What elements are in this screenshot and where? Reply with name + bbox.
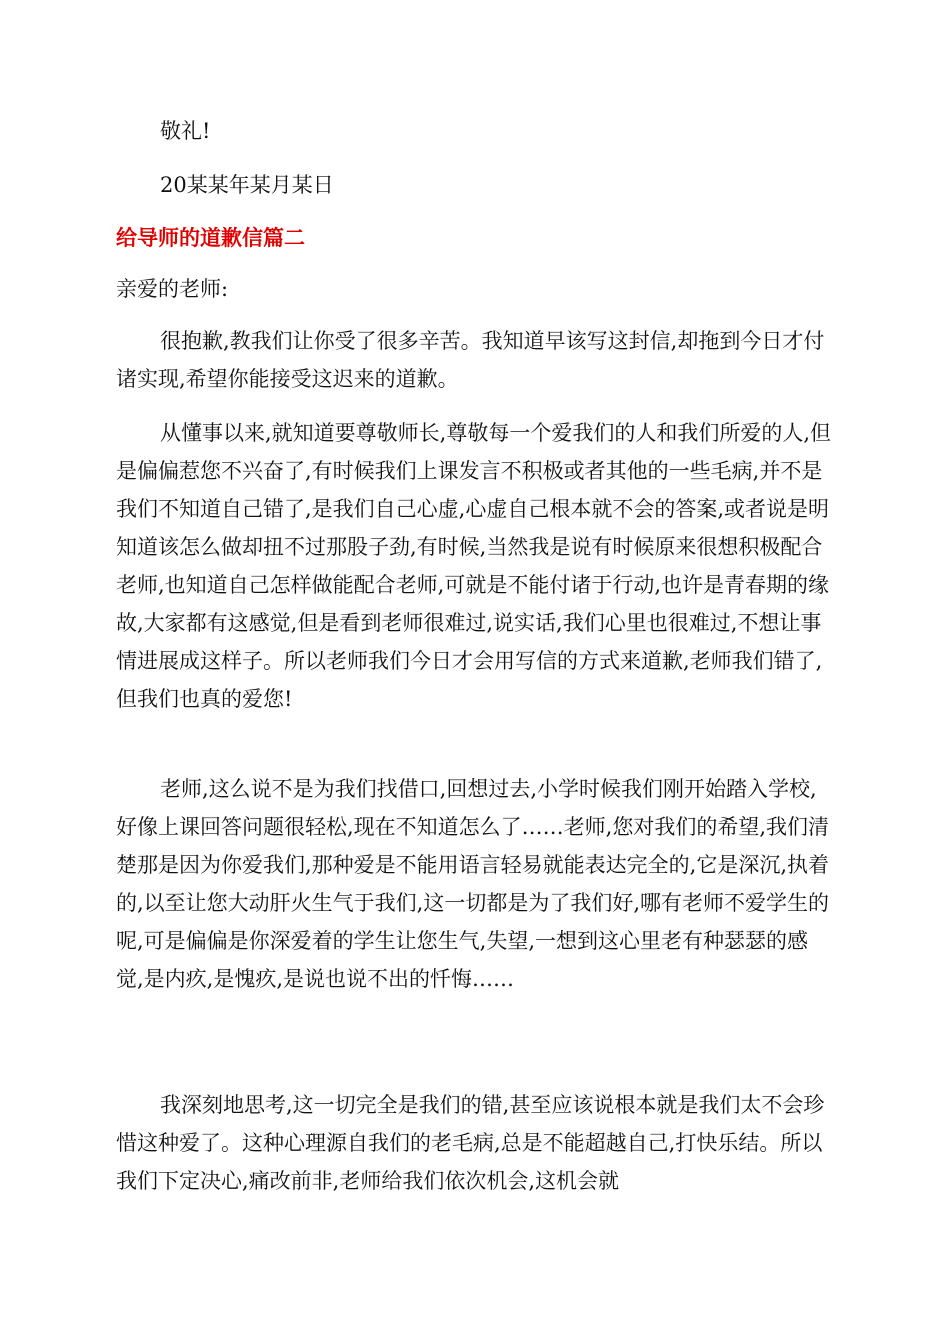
letter-closing: 敬礼! [160, 119, 211, 143]
paragraph-3: 老师,这么说不是为我们找借口,回想过去,小学时候我们刚开始踏入学校,好像上课回答问题很轻松,现在不知道怎么了……老师,您对我们的希望,我们清楚那是因为你爱我们,那种爱是不能用语言轻易就能表达完全的,它是深沉,执着的,以至让您大动肝火生气于我们,这一切都是为了我们好,哪有老师不爱学生的呢,可是偏偏是你深爱着的学生让您生气,失望,一想到这心里老有种瑟瑟的感觉,是内疚,是愧疚,是说也说不出的忏悔…… [116, 777, 830, 991]
paragraph-2: 从懂事以来,就知道要尊敬师长,尊敬每一个爱我们的人和我们所爱的人,但是偏偏惹您不兴奋了,有时候我们上课发言不积极或者其他的一些毛病,并不是我们不知道自己错了,是我们自己心虚,心虚自己根本就不会的答案,或者说是明知道该怎么做却扭不过那股子劲,有时候,当然我是说有时候原来很想积极配合老师,也知道自己怎样做能配合老师,可就是不能付诸于行动,也许是青春期的缘故,大家都有这感觉,但是看到老师很难过,说实话,我们心里也很难过,不想让事情进展成这样子。所以老师我们今日才会用写信的方式来道歉,老师我们错了,但我们也真的爱您! [116, 421, 832, 711]
section-title: 给导师的道歉信篇二 [116, 226, 305, 250]
paragraph-4: 我深刻地思考,这一切完全是我们的错,甚至应该说根本就是我们太不会珍惜这种爱了。这种心理源自我们的老毛病,总是不能超越自己,打快乐结。所以我们下定决心,痛改前非,老师给我们依次机会,这机会就 [116, 1093, 825, 1193]
letter-date: 20某某年某月某日 [160, 173, 334, 197]
paragraph-1: 很抱歉,教我们让你受了很多辛苦。我知道早该写这封信,却拖到今日才付诸实现,希望你能接受这迟来的道歉。 [116, 329, 825, 391]
letter-salutation: 亲爱的老师: [116, 277, 229, 301]
